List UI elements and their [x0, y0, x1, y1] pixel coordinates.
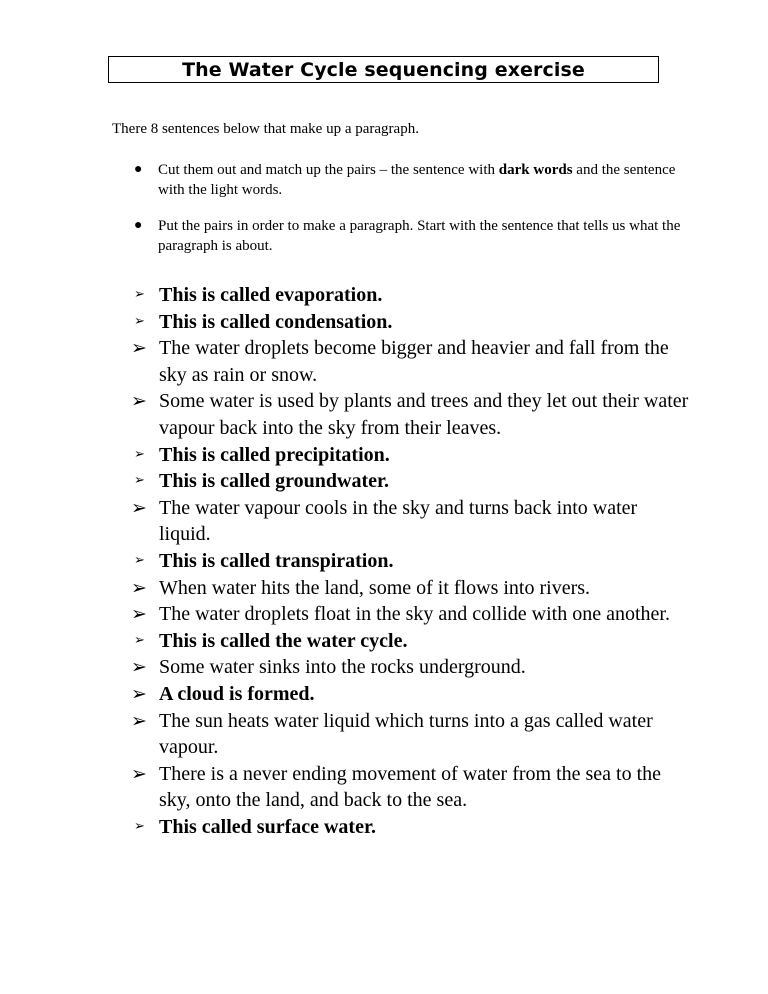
instruction-bold: dark words [498, 162, 573, 178]
arrow-bullet-icon: ➢ [134, 473, 145, 489]
sentence-text: The water droplets float in the sky and collide with one another. [159, 603, 670, 626]
sentence-text: When water hits the land, some of it flows into rivers. [159, 576, 591, 599]
arrow-bullet-icon: ➢ [131, 390, 147, 413]
sentence-item [131, 575, 691, 602]
sentence-bold-text: A cloud is formed. [159, 682, 315, 705]
sentence-text: The water vapour cools in the sky and turns back into water liquid. [159, 496, 638, 546]
sentence-text: . [371, 815, 377, 838]
arrow-bullet-icon: ➢ [134, 818, 145, 834]
sentence-item [131, 282, 691, 309]
arrow-bullet-icon: ➢ [131, 762, 147, 785]
sentence-bold-text: This is called transpiration [159, 549, 389, 572]
sentence-text: . [384, 443, 390, 466]
arrow-bullet-icon: ➢ [131, 682, 147, 705]
sentence-item [131, 601, 691, 628]
sentence-bold-text: This is called the water cycle [159, 629, 403, 652]
arrow-bullet-icon: ➢ [134, 313, 145, 329]
sentence-item [131, 442, 691, 469]
sentence-text: Some water sinks into the rocks underground. [159, 656, 526, 679]
sentence-item [131, 628, 691, 655]
bullet-icon: ● [134, 162, 143, 177]
sentence-text: The sun heats water liquid which turns into a gas called water vapour. [159, 709, 653, 759]
sentence-item [131, 309, 691, 336]
arrow-bullet-icon: ➢ [134, 287, 145, 302]
sentence-text: . [384, 470, 390, 493]
sentence-bold-text: This is called evaporation [159, 284, 378, 306]
arrow-bullet-icon: ➢ [131, 496, 147, 519]
arrow-bullet-icon: ➢ [134, 446, 145, 462]
sentence-item [131, 761, 691, 814]
instructions-list [130, 160, 690, 272]
arrow-bullet-icon: ➢ [131, 576, 147, 599]
sentence-item [131, 708, 691, 761]
instruction-text-before: Put the pairs in order to make a paragraph. Start with the sentence that tells us what the paragraph is about. [158, 218, 681, 254]
instruction-text-after: and the sentence with the light words. [158, 162, 676, 198]
sentence-item [131, 654, 691, 681]
instruction-item [130, 160, 690, 200]
bullet-icon: ● [134, 218, 143, 233]
sentence-item [131, 681, 691, 708]
sentence-item [131, 335, 691, 388]
sentence-text: There is a never ending movement of water from the sea to the sky, onto the land, and back to the sea. [159, 762, 662, 812]
sentence-item [131, 548, 691, 575]
arrow-bullet-icon: ➢ [131, 337, 147, 360]
page-title: The Water Cycle sequencing exercise [108, 56, 659, 83]
arrow-bullet-icon: ➢ [131, 656, 147, 679]
sentence-bold-text: This is called condensation [159, 310, 388, 333]
arrow-bullet-icon: ➢ [134, 552, 145, 568]
sentence-text: The water droplets become bigger and heavier and fall from the sky as rain or snow. [159, 337, 669, 386]
instruction-text-before: Cut them out and match up the pairs – the sentence with [158, 162, 499, 178]
sentence-item [131, 495, 691, 548]
sentence-bold-text: This is called precipitation [159, 443, 385, 466]
sentence-bold-text: This is called groundwater [159, 470, 385, 493]
sentence-text: . [387, 310, 393, 333]
sentence-text: . [388, 549, 394, 572]
sentence-item [131, 468, 691, 495]
sentence-item [131, 814, 691, 841]
arrow-bullet-icon: ➢ [134, 632, 145, 648]
sentence-text: . [377, 284, 383, 306]
sentence-text: Some water is used by plants and trees and they let out their water vapour back into the sky from their leaves. [159, 390, 689, 439]
sentence-bold-text: This called surface water [159, 815, 372, 838]
arrow-bullet-icon: ➢ [131, 603, 147, 626]
instruction-item [130, 216, 690, 256]
arrow-bullet-icon: ➢ [131, 709, 147, 732]
intro-text: There 8 sentences below that make up a paragraph. [112, 121, 419, 137]
sentence-list [131, 282, 691, 840]
sentence-text: . [402, 629, 408, 652]
sentence-item [131, 388, 691, 441]
